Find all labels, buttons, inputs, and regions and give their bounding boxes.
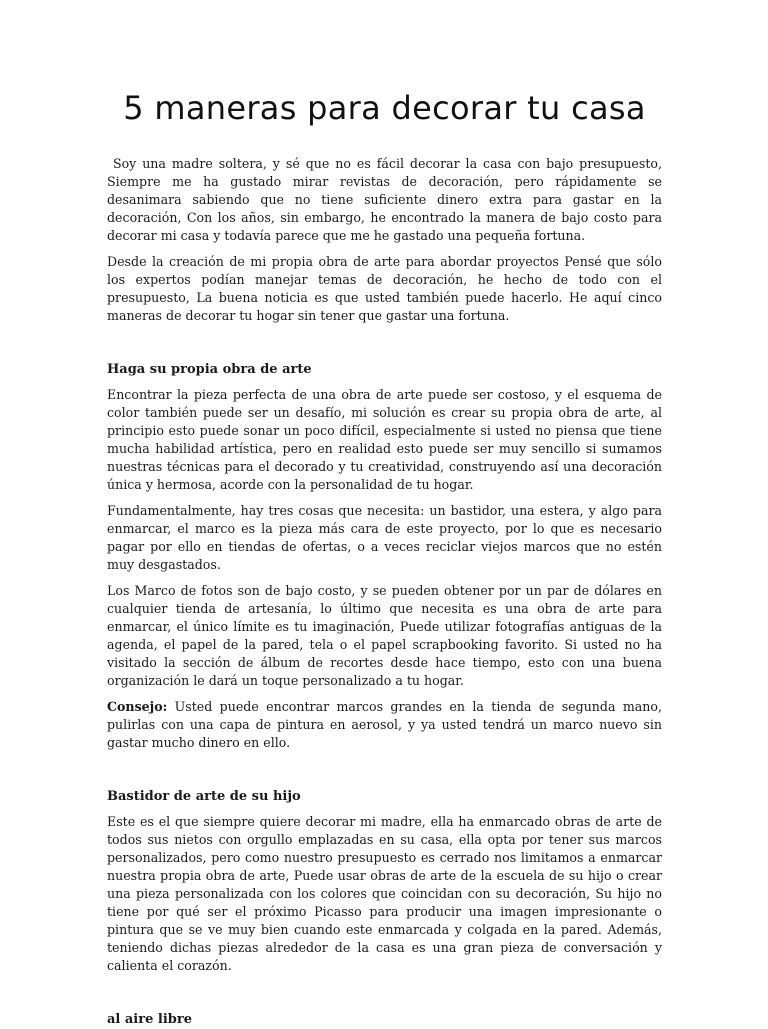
section-heading-aire-libre: al aire libre [107, 1012, 192, 1027]
tip-label: Consejo: [107, 699, 168, 714]
document-page [107, 0, 671, 1029]
section-heading-bastidor: Bastidor de arte de su hijo [107, 789, 301, 804]
tip-paragraph [107, 698, 662, 752]
intro-paragraph-2: Desde la creación de mi propia obra de arte para abordar proyectos Pensé que sólo los expertos podían manejar temas de decoración, he hecho de todo con el presupuesto, La buena noticia es que usted también puede hacerlo. He aquí cinco maneras de decorar tu hogar sin tener que gastar una fortuna. [107, 254, 662, 323]
section-heading-obra-de-arte: Haga su propia obra de arte [107, 362, 312, 377]
section1-paragraph-2: Fundamentalmente, hay tres cosas que necesita: un bastidor, una estera, y algo para enmarcar, el marco es la pieza más cara de este proyecto, por lo que es necesario pagar por ello en tiendas de ofertas, o a veces reciclar viejos marcos que no estén muy desgastados. [107, 503, 662, 572]
tip-text: Usted puede encontrar marcos grandes en la tienda de segunda mano, pulirlas con una capa de pintura en aerosol, y ya usted tendrá un marco nuevo sin gastar mucho dinero en ello. [107, 699, 662, 750]
section1-paragraph-1: Encontrar la pieza perfecta de una obra de arte puede ser costoso, y el esquema de color también puede ser un desafío, mi solución es crear su propia obra de arte, al principio esto puede sonar un poco difícil, especialmente si usted no piensa que tiene mucha habilidad artística, pero en realidad esto puede ser muy sencillo si sumamos nuestras técnicas para el decorado y tu creatividad, construyendo así una decoración única y hermosa, acorde con la personalidad de tu hogar. [107, 387, 662, 492]
section1-paragraph-3: Los Marco de fotos son de bajo costo, y se pueden obtener por un par de dólares en cualquier tienda de artesanía, lo último que necesita es una obra de arte para enmarcar, el único límite es tu imaginación, Puede utilizar fotografías antiguas de la agenda, el papel de la pared, tela o el papel scrapbooking favorito. Si usted no ha visitado la sección de álbum de recortes desde hace tiempo, esto con una buena organización le dará un toque personalizado a tu hogar. [107, 583, 662, 688]
section2-paragraph-1: Este es el que siempre quiere decorar mi madre, ella ha enmarcado obras de arte de todos sus nietos con orgullo emplazadas en su casa, ella opta por tener sus marcos personalizados, pero como nuestro presupuesto es cerrado nos limitamos a enmarcar nuestra propia obra de arte, Puede usar obras de arte de la escuela de su hijo o crear una pieza personalizada con los colores que coincidan con su decoración, Su hijo no tiene por qué ser el próximo Picasso para producir una imagen impresionante o pintura que se ve muy bien cuando este enmarcada y colgada en la pared. Además, teniendo dichas piezas alrededor de la casa es una gran pieza de conversación y calienta el corazón. [107, 814, 662, 973]
document-title: 5 maneras para decorar tu casa [123, 89, 646, 127]
intro-paragraph-1: Soy una madre soltera, y sé que no es fácil decorar la casa con bajo presupuesto, Siempre me ha gustado mirar revistas de decoración, pero rápidamente se desanimara sabiendo que no tiene suficiente dinero extra para gastar en la decoración, Con los años, sin embargo, he encontrado la manera de bajo costo para decorar mi casa y todavía parece que me he gastado una pequeña fortuna. [107, 156, 671, 243]
